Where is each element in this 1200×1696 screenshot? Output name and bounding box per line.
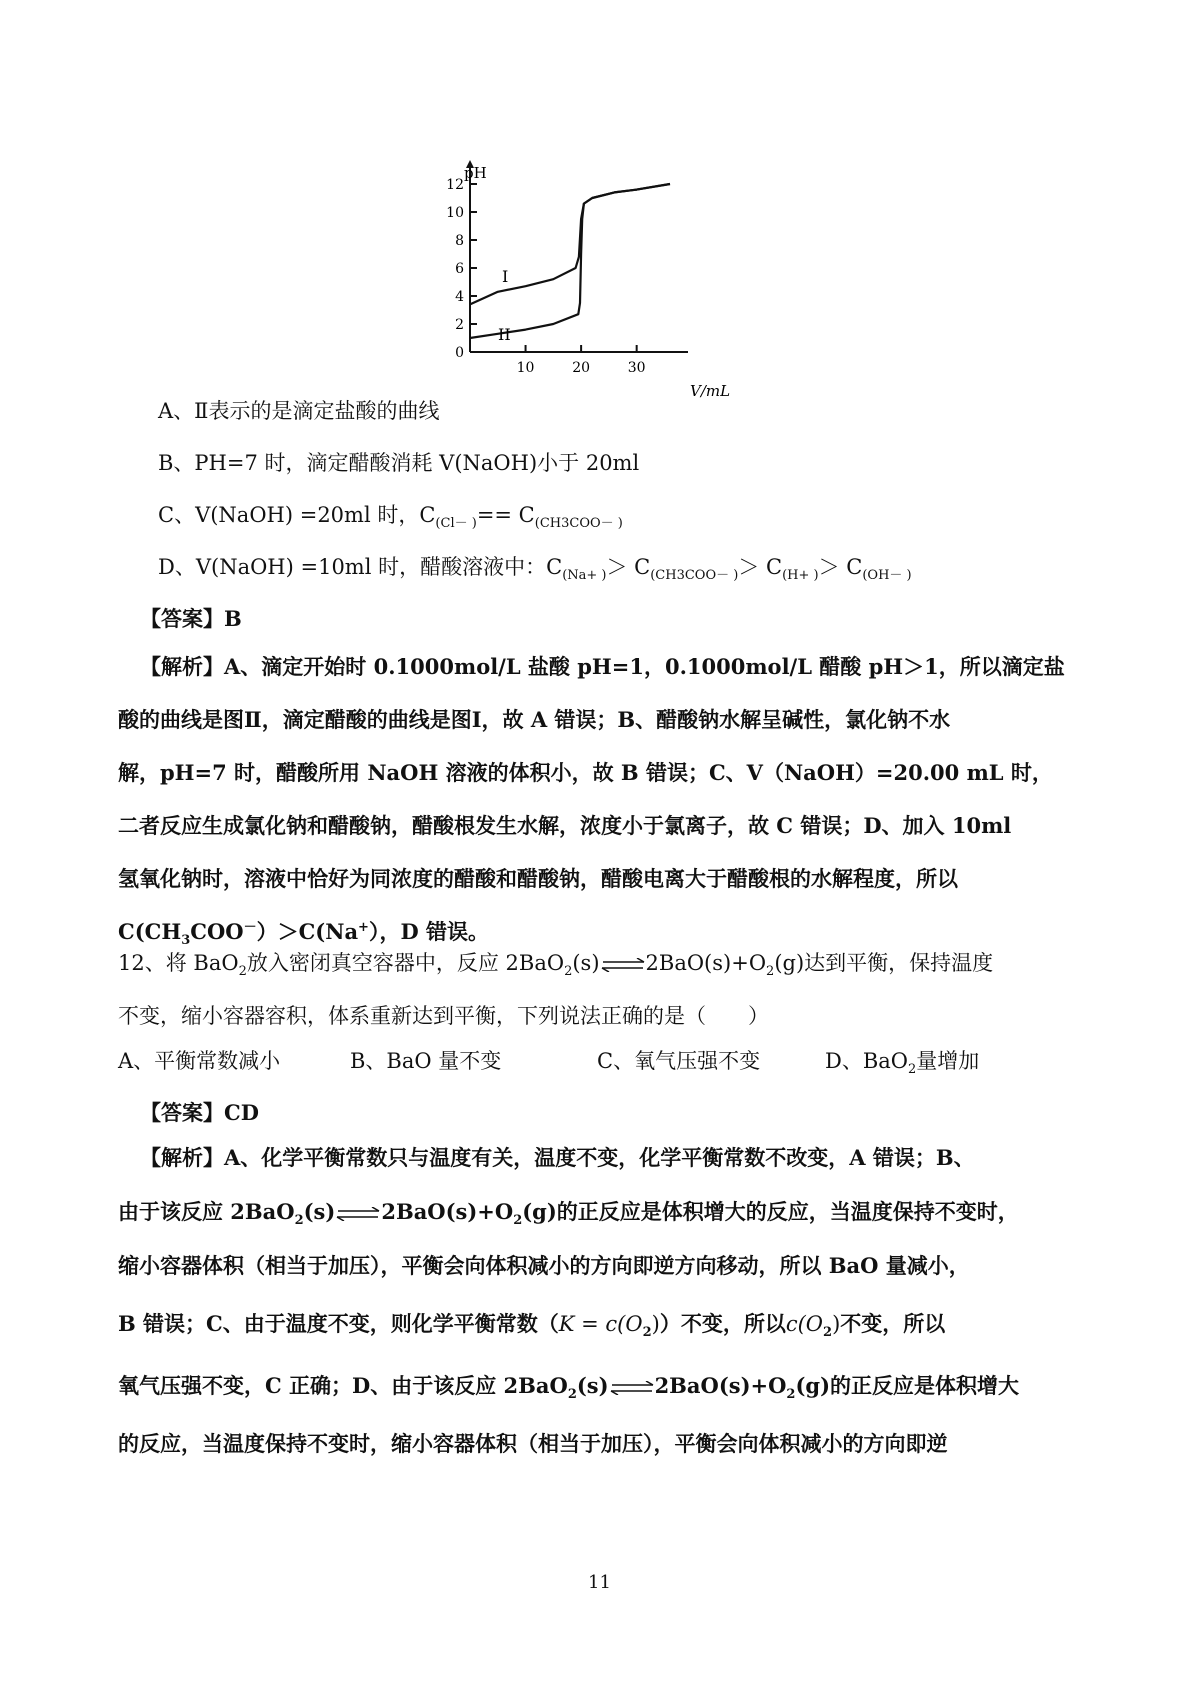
series-label-I: I	[502, 267, 509, 286]
analysis-sub: 2	[513, 1213, 523, 1229]
q11-analysis	[118, 640, 1090, 958]
formula-part: ），D 错误。	[368, 919, 489, 944]
q12-stem-line: 不变，缩小容器容积，体系重新达到平衡，下列说法正确的是（ ）	[118, 1004, 769, 1028]
option-part: 量增加	[916, 1049, 980, 1073]
analysis-part: 2BaO(s)+O	[654, 1373, 787, 1398]
y-tick-label: 4	[455, 289, 464, 305]
option-d	[158, 552, 912, 582]
analysis-part: 氧气压强不变，C 正确；D、由于该反应 2BaO	[118, 1373, 568, 1398]
analysis-sub: 2	[786, 1387, 796, 1403]
analysis-part: 2BaO(s)+O	[381, 1199, 514, 1224]
x-tick-label: 30	[627, 360, 646, 376]
y-tick-label: 8	[455, 233, 464, 249]
y-tick-label: 0	[455, 345, 464, 361]
analysis-part: 由于该反应 2BaO	[118, 1199, 295, 1224]
formula-sub: 3	[181, 933, 191, 949]
analysis-sub: 2	[567, 1387, 577, 1403]
analysis-part: (g)的正反应是体积增大的反应，当温度保持不变时，	[522, 1199, 1019, 1224]
analysis-sub: 2	[294, 1213, 304, 1229]
formula-sup: +	[358, 920, 369, 935]
q11-analysis-line: 二者反应生成氯化钠和醋酸钠，醋酸根发生水解，浓度小于氯离子，故 C 错误；D、加入 10ml	[118, 813, 1012, 838]
y-axis-label: pH	[464, 164, 487, 182]
analysis-part: ）不变，所以	[659, 1311, 786, 1336]
option-c-sub1: (Cl－ )	[435, 516, 477, 532]
q12-analysis-line	[118, 1293, 1090, 1355]
option-d-gt2: ＞ C	[738, 555, 783, 579]
q11-analysis-line: 酸的曲线是图Ⅱ，滴定醋酸的曲线是图Ⅰ，故 A 错误；B、醋酸钠水解呈碱性，氯化钠不水	[118, 707, 951, 732]
stem-part: (g)达到平衡，保持温度	[774, 951, 994, 975]
titration-chart	[440, 160, 760, 410]
option-part: D、BaO	[825, 1049, 909, 1073]
analysis-part: (g)的正反应是体积增大	[795, 1373, 1020, 1398]
equation-k: K = c(O	[558, 1312, 643, 1336]
q12-stem-line	[118, 937, 1090, 990]
stem-sub: 2	[766, 964, 775, 980]
option-b	[158, 448, 639, 478]
stem-part: 12、将 BaO	[118, 951, 239, 975]
option-d-sub1: (Na+ )	[562, 568, 607, 584]
chart-axes	[466, 160, 688, 352]
analysis-part: 不变，所以	[840, 1311, 946, 1336]
series-line-I	[470, 184, 670, 304]
option-c-text: C、V(NaOH) =20ml 时，C	[158, 503, 436, 527]
equilibrium-arrow-icon	[600, 958, 646, 972]
q12-analysis-line	[118, 1355, 1090, 1417]
analysis-sub: 2	[823, 1325, 833, 1341]
x-tick-label: 20	[572, 360, 591, 376]
stem-part: 放入密闭真空容器中，反应 2BaO	[246, 951, 565, 975]
series-line-II	[470, 184, 670, 338]
option-d-sub4: (OH－ )	[862, 568, 912, 584]
equation-c: c(O	[785, 1312, 824, 1336]
option-a	[158, 396, 439, 426]
y-tick-label: 12	[446, 177, 464, 193]
series-label-II: II	[498, 325, 511, 344]
option-b-text: B、PH=7 时，滴定醋酸消耗 V(NaOH)小于 20ml	[158, 451, 640, 475]
option-a-text: A、Ⅱ表示的是滴定盐酸的曲线	[158, 399, 440, 423]
option-d-sub2: (CH3COO－ )	[650, 568, 739, 584]
q12-analysis-line: 的反应，当温度保持不变时，缩小容器体积（相当于加压），平衡会向体积减小的方向即逆	[118, 1431, 948, 1456]
analysis-part: B 错误；C、由于温度不变，则化学平衡常数（	[118, 1311, 559, 1336]
x-tick-label: 10	[516, 360, 535, 376]
option-d-gt1: ＞ C	[606, 555, 651, 579]
q12-option-c: C、氧气压强不变	[597, 1049, 761, 1073]
formula-part: ）＞C(Na	[256, 919, 359, 944]
option-c-sub2: (CH3COO－ )	[534, 516, 623, 532]
option-d-text: D、V(NaOH) =10ml 时，醋酸溶液中：C	[158, 555, 563, 579]
q12-analysis	[118, 1131, 1090, 1471]
stem-sub: 2	[238, 964, 247, 980]
stem-part: (s)	[572, 951, 600, 975]
q12-option-a: A、平衡常数减小	[118, 1049, 281, 1073]
chart-curves	[470, 184, 670, 338]
equilibrium-arrow-icon	[609, 1381, 655, 1395]
option-c	[158, 500, 623, 530]
q11-analysis-line: 解，pH=7 时，醋酸所用 NaOH 溶液的体积小，故 B 错误；C、V（NaOH）=20.00 mL 时，	[118, 760, 1053, 785]
y-tick-label: 10	[446, 205, 464, 221]
formula-part: COO	[190, 919, 244, 944]
analysis-part: )	[651, 1312, 660, 1336]
analysis-part: )	[832, 1312, 841, 1336]
q11-analysis-line: 【解析】A、滴定开始时 0.1000mol/L 盐酸 pH=1，0.1000mol/L 醋酸 pH＞1，所以滴定盐	[140, 654, 1065, 679]
q11-analysis-line: 氢氧化钠时，溶液中恰好为同浓度的醋酸和醋酸钠，醋酸电离大于醋酸根的水解程度，所以	[118, 866, 958, 891]
q11-answer: 【答案】B	[140, 606, 242, 631]
y-tick-label: 6	[455, 261, 464, 277]
x-axis-label: V/mL	[690, 382, 731, 400]
formula-sup: －	[243, 920, 257, 935]
q12-analysis-line: 【解析】A、化学平衡常数只与温度有关，温度不变，化学平衡常数不改变，A 错误；B、	[140, 1145, 975, 1170]
q12-analysis-line: 缩小容器体积（相当于加压），平衡会向体积减小的方向即逆方向移动，所以 BaO 量减小，	[118, 1253, 970, 1278]
q12-stem	[118, 937, 1090, 1043]
q12-option-d	[825, 1046, 979, 1076]
stem-part: 2BaO(s)+O	[645, 951, 767, 975]
option-c-mid: == C	[476, 503, 535, 527]
q12-option-b: B、BaO 量不变	[350, 1049, 502, 1073]
stem-sub: 2	[564, 964, 573, 980]
q12-analysis-line	[118, 1185, 1090, 1239]
option-d-sub3: (H+ )	[782, 568, 819, 584]
page-number: 11	[588, 1572, 611, 1593]
equilibrium-arrow-icon	[335, 1207, 381, 1221]
analysis-sub: 2	[642, 1325, 652, 1341]
formula-part: C(CH	[118, 919, 182, 944]
chart-ticks	[446, 177, 645, 376]
q12-answer: 【答案】CD	[140, 1100, 259, 1125]
option-sub: 2	[908, 1062, 917, 1078]
y-tick-label: 2	[455, 317, 464, 333]
analysis-part: (s)	[576, 1373, 609, 1398]
analysis-part: (s)	[303, 1199, 336, 1224]
option-d-gt3: ＞ C	[818, 555, 863, 579]
